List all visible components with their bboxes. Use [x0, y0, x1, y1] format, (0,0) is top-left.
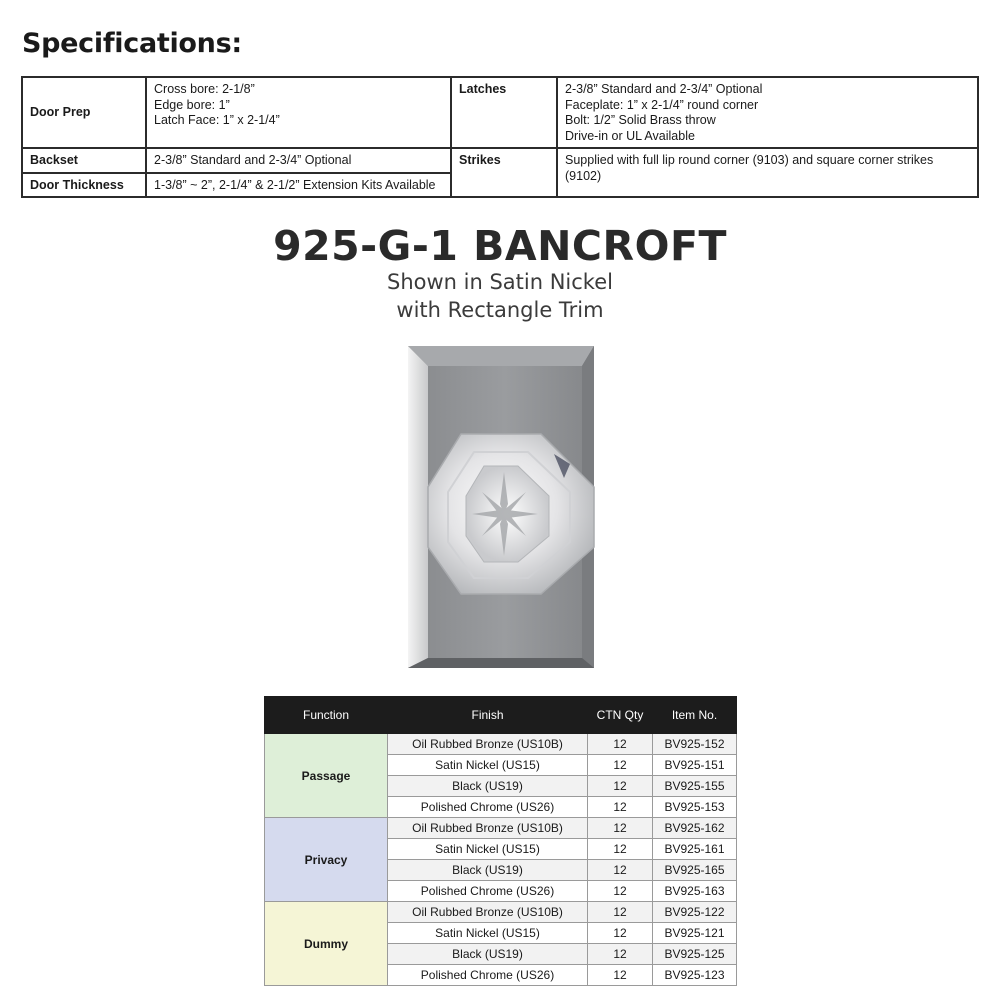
qty-cell: 12: [588, 944, 653, 965]
qty-cell: 12: [588, 902, 653, 923]
item-no-cell: BV925-155: [653, 776, 737, 797]
item-no-cell: BV925-163: [653, 881, 737, 902]
finish-cell: Satin Nickel (US15): [388, 923, 588, 944]
qty-cell: 12: [588, 923, 653, 944]
door-thickness-value: 1-3/8” ~ 2”, 2-1/4” & 2-1/2” Extension Kits Available: [146, 173, 451, 198]
item-table: [264, 696, 737, 986]
finish-cell: Oil Rubbed Bronze (US10B): [388, 818, 588, 839]
backset-value: 2-3/8” Standard and 2-3/4” Optional: [146, 148, 451, 173]
item-no-cell: BV925-125: [653, 944, 737, 965]
specifications-heading: Specifications:: [22, 28, 242, 59]
finish-cell: Satin Nickel (US15): [388, 755, 588, 776]
item-no-cell: BV925-153: [653, 797, 737, 818]
qty-cell: 12: [588, 755, 653, 776]
finish-cell: Polished Chrome (US26): [388, 881, 588, 902]
finish-cell: Black (US19): [388, 860, 588, 881]
strikes-label: Strikes: [451, 148, 557, 197]
latches-value: [557, 77, 978, 148]
qty-cell: 12: [588, 860, 653, 881]
finish-cell: Polished Chrome (US26): [388, 797, 588, 818]
door-prep-value: [146, 77, 451, 148]
item-no-cell: BV925-123: [653, 965, 737, 986]
product-title: 925-G-1 BANCROFT: [273, 222, 727, 270]
product-subtitle-trim: with Rectangle Trim: [396, 298, 604, 322]
header-item-no: Item No.: [653, 697, 737, 734]
latches-label: Latches: [451, 77, 557, 148]
spec-row-backset: [22, 148, 978, 173]
door-prep-line: Cross bore: 2-1/8”: [154, 82, 255, 96]
item-no-cell: BV925-165: [653, 860, 737, 881]
item-no-cell: BV925-152: [653, 734, 737, 755]
item-no-cell: BV925-151: [653, 755, 737, 776]
backset-label: Backset: [22, 148, 146, 173]
qty-cell: 12: [588, 881, 653, 902]
item-no-cell: BV925-122: [653, 902, 737, 923]
latches-line: 2-3/8” Standard and 2-3/4” Optional: [565, 82, 763, 96]
qty-cell: 12: [588, 818, 653, 839]
door-prep-label: Door Prep: [22, 77, 146, 148]
latches-line: Faceplate: 1” x 2-1/4” round corner: [565, 97, 759, 112]
qty-cell: 12: [588, 839, 653, 860]
table-row: [265, 902, 737, 923]
header-function: Function: [265, 697, 388, 734]
table-row: [265, 818, 737, 839]
finish-cell: Oil Rubbed Bronze (US10B): [388, 902, 588, 923]
latches-line: Drive-in or UL Available: [565, 128, 695, 143]
item-table-header: [265, 697, 737, 734]
door-prep-line: Latch Face: 1” x 2-1/4”: [154, 113, 280, 127]
door-knob-image: [404, 344, 600, 670]
specifications-table: [21, 76, 979, 198]
header-ctn-qty: CTN Qty: [588, 697, 653, 734]
strikes-value: Supplied with full lip round corner (9103) and square corner strikes (9102): [557, 148, 978, 197]
item-no-cell: BV925-161: [653, 839, 737, 860]
function-passage: Passage: [265, 734, 388, 818]
product-subtitle-finish: Shown in Satin Nickel: [387, 270, 613, 294]
door-prep-line: Edge bore: 1”: [154, 97, 230, 112]
finish-cell: Satin Nickel (US15): [388, 839, 588, 860]
qty-cell: 12: [588, 965, 653, 986]
finish-cell: Polished Chrome (US26): [388, 965, 588, 986]
finish-cell: Black (US19): [388, 944, 588, 965]
latches-line: Bolt: 1/2” Solid Brass throw: [565, 113, 716, 127]
qty-cell: 12: [588, 734, 653, 755]
header-finish: Finish: [388, 697, 588, 734]
finish-cell: Oil Rubbed Bronze (US10B): [388, 734, 588, 755]
spec-row-door-prep: [22, 77, 978, 148]
qty-cell: 12: [588, 797, 653, 818]
item-no-cell: BV925-121: [653, 923, 737, 944]
function-dummy: Dummy: [265, 902, 388, 986]
function-privacy: Privacy: [265, 818, 388, 902]
door-thickness-label: Door Thickness: [22, 173, 146, 198]
qty-cell: 12: [588, 776, 653, 797]
table-row: [265, 734, 737, 755]
finish-cell: Black (US19): [388, 776, 588, 797]
item-no-cell: BV925-162: [653, 818, 737, 839]
